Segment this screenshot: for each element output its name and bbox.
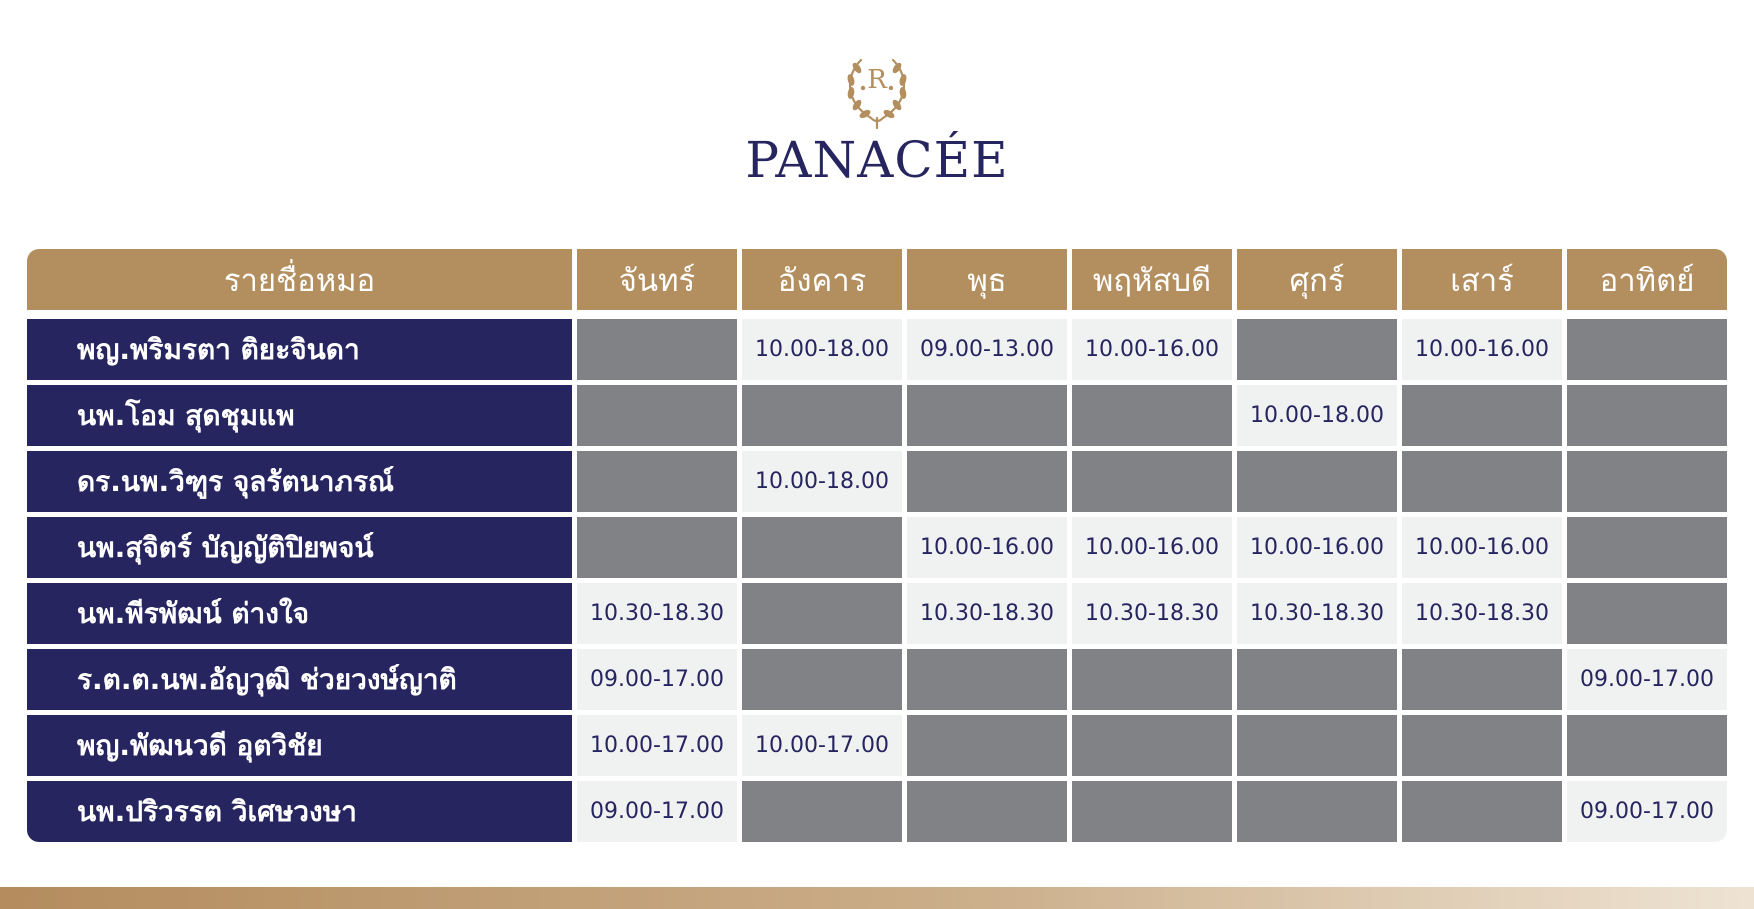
doctor-name: ดร.นพ.วิฑูร จุลรัตนาภรณ์ [27, 451, 572, 512]
schedule-slot-off [1567, 715, 1727, 776]
doctor-name: นพ.พีรพัฒน์ ต่างใจ [27, 583, 572, 644]
brand-logo [0, 48, 1754, 188]
schedule-slot-off [1402, 385, 1562, 446]
schedule-slot-available: 10.30-18.30 [907, 583, 1067, 644]
schedule-slot-available: 10.00-16.00 [1072, 319, 1232, 380]
schedule-slot-off [1567, 319, 1727, 380]
schedule-slot-available: 09.00-17.00 [1567, 649, 1727, 710]
schedule-slot-off [1072, 715, 1232, 776]
header-day: อังคาร [742, 249, 902, 310]
schedule-slot-off [1237, 649, 1397, 710]
schedule-slot-off [1072, 451, 1232, 512]
schedule-slot-available: 10.00-16.00 [1402, 319, 1562, 380]
schedule-slot-off [1567, 517, 1727, 578]
schedule-slot-off [577, 451, 737, 512]
table-row [27, 781, 1727, 842]
schedule-slot-available: 10.00-16.00 [1402, 517, 1562, 578]
header-day: จันทร์ [577, 249, 737, 310]
table-row [27, 715, 1727, 776]
footer-gradient-bar [0, 887, 1754, 909]
doctor-name: ร.ต.ต.นพ.อัญวุฒิ ช่วยวงษ์ญาติ [27, 649, 572, 710]
schedule-slot-off [907, 649, 1067, 710]
schedule-slot-off [742, 649, 902, 710]
schedule-slot-off [1402, 451, 1562, 512]
schedule-slot-off [742, 583, 902, 644]
doctor-name: นพ.สุจิตร์ บัญญัติปิยพจน์ [27, 517, 572, 578]
schedule-slot-off [1072, 385, 1232, 446]
logo-monogram: R [867, 65, 887, 95]
schedule-slot-off [1237, 715, 1397, 776]
schedule-slot-off [1402, 781, 1562, 842]
table-row [27, 451, 1727, 512]
schedule-slot-off [1402, 649, 1562, 710]
schedule-slot-available: 10.00-17.00 [577, 715, 737, 776]
schedule-slot-off [742, 385, 902, 446]
schedule-slot-available: 10.00-18.00 [1237, 385, 1397, 446]
schedule-slot-available: 10.00-18.00 [742, 451, 902, 512]
doctor-schedule-table [27, 249, 1727, 842]
table-row [27, 649, 1727, 710]
schedule-slot-available: 10.00-16.00 [907, 517, 1067, 578]
schedule-slot-available: 10.30-18.30 [577, 583, 737, 644]
schedule-slot-off [1237, 319, 1397, 380]
header-day: เสาร์ [1402, 249, 1562, 310]
header-doctor-name: รายชื่อหมอ [27, 249, 572, 310]
schedule-slot-off [1567, 451, 1727, 512]
schedule-slot-off [577, 319, 737, 380]
table-row [27, 583, 1727, 644]
header-day: พฤหัสบดี [1072, 249, 1232, 310]
schedule-slot-available: 10.00-16.00 [1072, 517, 1232, 578]
schedule-slot-available: 09.00-17.00 [577, 649, 737, 710]
header-day: อาทิตย์ [1567, 249, 1727, 310]
laurel-crest-icon [831, 48, 923, 132]
doctor-name: นพ.โอม สุดชุมแพ [27, 385, 572, 446]
schedule-slot-off [1237, 781, 1397, 842]
schedule-slot-off [577, 517, 737, 578]
schedule-slot-off [742, 781, 902, 842]
schedule-slot-available: 09.00-17.00 [577, 781, 737, 842]
schedule-slot-off [1072, 781, 1232, 842]
schedule-slot-off [1567, 385, 1727, 446]
schedule-slot-off [907, 451, 1067, 512]
table-header-row [27, 249, 1727, 310]
schedule-slot-available: 10.00-17.00 [742, 715, 902, 776]
schedule-slot-available: 10.30-18.30 [1072, 583, 1232, 644]
schedule-slot-off [1402, 715, 1562, 776]
table-row [27, 385, 1727, 446]
schedule-slot-off [742, 517, 902, 578]
schedule-slot-off [907, 715, 1067, 776]
header-day: พุธ [907, 249, 1067, 310]
table-row [27, 319, 1727, 380]
table-row [27, 517, 1727, 578]
schedule-slot-off [907, 781, 1067, 842]
schedule-slot-available: 10.30-18.30 [1237, 583, 1397, 644]
schedule-slot-off [907, 385, 1067, 446]
schedule-slot-available: 09.00-17.00 [1567, 781, 1727, 842]
schedule-slot-available: 10.00-16.00 [1237, 517, 1397, 578]
doctor-name: พญ.พัฒนวดี อุตวิชัย [27, 715, 572, 776]
schedule-slot-off [1072, 649, 1232, 710]
brand-wordmark: PANACÉE [745, 131, 1009, 189]
doctor-name: นพ.ปริวรรต วิเศษวงษา [27, 781, 572, 842]
schedule-slot-off [577, 385, 737, 446]
schedule-slot-available: 09.00-13.00 [907, 319, 1067, 380]
schedule-slot-available: 10.30-18.30 [1402, 583, 1562, 644]
schedule-slot-available: 10.00-18.00 [742, 319, 902, 380]
schedule-slot-off [1237, 451, 1397, 512]
doctor-name: พญ.พริมรตา ติยะจินดา [27, 319, 572, 380]
header-day: ศุกร์ [1237, 249, 1397, 310]
schedule-slot-off [1567, 583, 1727, 644]
